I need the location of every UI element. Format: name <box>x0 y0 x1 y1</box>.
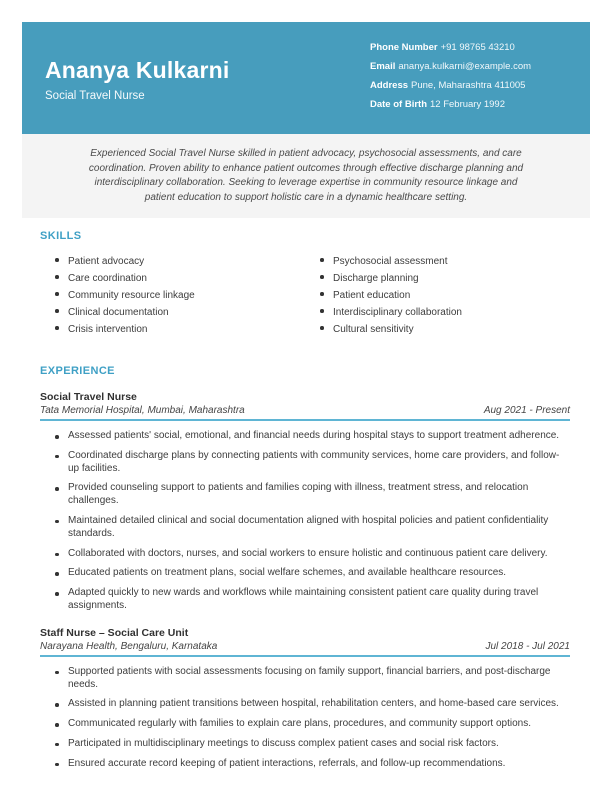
job-bullet: Adapted quickly to new wards and workflows while maintaining consistent patient care quality during travel assignments. <box>68 587 570 613</box>
contact-email <box>370 57 531 76</box>
contact-phone-label: Phone Number <box>370 42 438 53</box>
skills-list-left <box>40 253 305 338</box>
skill-item: Interdisciplinary collaboration <box>333 304 570 321</box>
skill-item: Community resource linkage <box>68 287 305 304</box>
skill-item: Patient education <box>333 287 570 304</box>
job-bullet: Participated in multidisciplinary meetings to discuss complex patient cases and social risk factors. <box>68 738 570 751</box>
skill-item: Clinical documentation <box>68 304 305 321</box>
summary-text: Experienced Social Travel Nurse skilled in patient advocacy, psychosocial assessments, and care coordination. Proven ability to enhance patient outcomes through effective discharge planning and interdisciplinary collaboration. Seeking to leverage expertise in community resource linkage and patient education to support holistic care in a dynamic healthcare setting. <box>88 148 524 203</box>
job-entry-social-travel-nurse <box>40 390 570 613</box>
contact-dob-value: 12 February 1992 <box>430 99 505 110</box>
contact-address <box>370 76 531 95</box>
skill-item: Crisis intervention <box>68 321 305 338</box>
skill-item: Discharge planning <box>333 270 570 287</box>
contact-block <box>370 38 531 114</box>
job-bullet: Coordinated discharge plans by connecting patients with community services, home care providers, and follow-up facilities. <box>68 450 570 476</box>
job-bullet: Ensured accurate record keeping of patient interactions, referrals, and follow-up recommendations. <box>68 758 570 771</box>
name-block <box>45 56 230 102</box>
skills-list-right <box>305 253 570 338</box>
job-company: Tata Memorial Hospital, Mumbai, Maharashtra <box>40 405 245 416</box>
main-content <box>40 230 570 778</box>
job-dates: Aug 2021 - Present <box>483 405 570 416</box>
contact-address-label: Address <box>370 80 409 91</box>
job-bullet: Educated patients on treatment plans, social welfare schemes, and available healthcare resources. <box>68 567 570 580</box>
job-meta-row <box>40 641 570 657</box>
job-title: Staff Nurse – Social Care Unit <box>40 626 189 639</box>
skill-item: Psychosocial assessment <box>333 253 570 270</box>
job-title: Social Travel Nurse <box>40 391 137 403</box>
job-bullet: Assessed patients' social, emotional, and financial needs during hospital stays to support treatment adherence. <box>68 430 570 443</box>
job-meta-row <box>40 405 570 421</box>
person-name: Ananya Kulkarni <box>45 57 230 83</box>
contact-phone-value: +91 98765 43210 <box>440 42 515 53</box>
job-bullet: Supported patients with social assessments focusing on family support, financial barriers, and post-discharge needs. <box>68 666 570 692</box>
person-job-title: Social Travel Nurse <box>45 90 145 102</box>
job-entry-staff-nurse <box>40 626 570 771</box>
contact-dob-label: Date of Birth <box>370 99 427 110</box>
contact-email-value: ananya.kulkarni@example.com <box>398 61 532 72</box>
job-bullet-list <box>40 430 570 613</box>
skill-item: Patient advocacy <box>68 253 305 270</box>
contact-dob <box>370 95 531 114</box>
skills-column-left <box>40 253 305 338</box>
experience-heading: EXPERIENCE <box>40 365 115 377</box>
job-bullet-list <box>40 666 570 771</box>
job-bullet: Maintained detailed clinical and social documentation aligned with hospital policies and patient confidentiality standards. <box>68 515 570 541</box>
job-bullet: Communicated regularly with families to explain care plans, procedures, and community support options. <box>68 718 570 731</box>
experience-section <box>40 365 570 771</box>
contact-phone <box>370 38 531 57</box>
skill-item: Care coordination <box>68 270 305 287</box>
header-band <box>22 22 590 134</box>
job-dates: Jul 2018 - Jul 2021 <box>485 640 570 652</box>
skill-item: Cultural sensitivity <box>333 321 570 338</box>
skills-column-right <box>305 253 570 338</box>
contact-address-value: Pune, Maharashtra 411005 <box>411 80 526 91</box>
summary-band <box>22 134 590 218</box>
job-bullet: Collaborated with doctors, nurses, and social workers to ensure holistic and continuous patient care delivery. <box>68 548 570 561</box>
skills-section <box>40 230 570 338</box>
job-bullet: Assisted in planning patient transitions between hospital, rehabilitation centers, and home-based care services. <box>68 698 570 711</box>
skills-heading: SKILLS <box>40 230 82 242</box>
job-bullet: Provided counseling support to patients and families coping with illness, treatment stress, and relocation challenges. <box>68 482 570 508</box>
job-company: Narayana Health, Bengaluru, Karnataka <box>40 640 218 652</box>
contact-email-label: Email <box>370 61 396 72</box>
skills-columns <box>40 253 570 338</box>
